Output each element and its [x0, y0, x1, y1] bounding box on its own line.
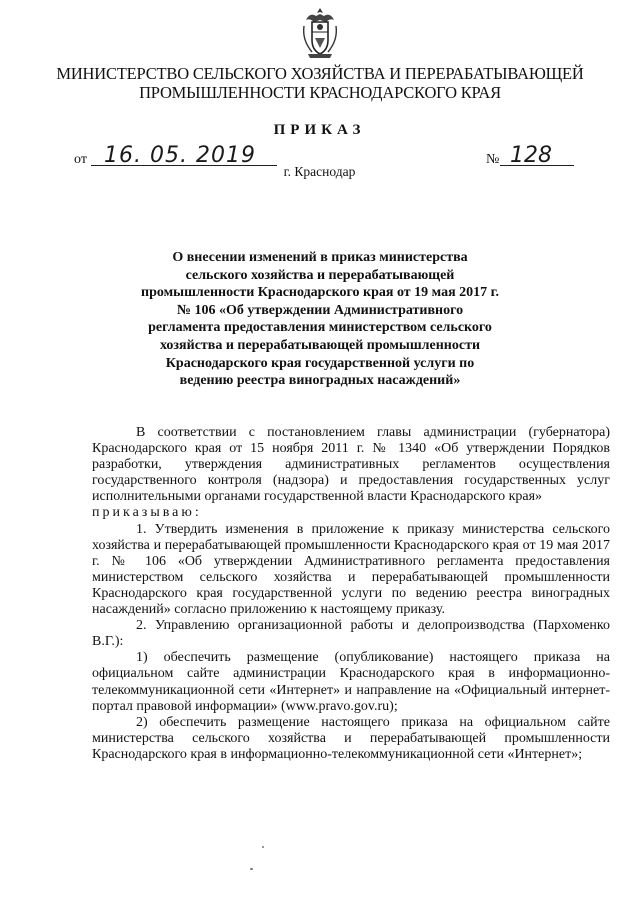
item-2-paragraph: 2. Управлению организационной работы и делопроизводства (Пархоменко В.Г.): [92, 618, 610, 650]
item-1-paragraph: 1. Утвердить изменения в приложение к приказу министерства сельского хозяйства и перерабатывающей промышленности Краснодарского края от 19 мая 2017 г. № 106 «Об утверждении Административного регламента предоставления министерством сельского хозяйства и перерабатывающей промышленности Краснодарского края государственной услуги по ведению реестра виноградных насаждений» согласно приложению к настоящему приказу. [92, 521, 610, 618]
item-2-1-paragraph: 1) обеспечить размещение (опубликование) настоящего приказа на официальном сайте администрации Краснодарского края в информационно-телекоммуникационной сети «Интернет» и направление на «Официальный интернет-портал правовой информации» (www.pravo.gov.ru); [92, 650, 610, 714]
document-body [92, 425, 610, 763]
document-title: О внесении изменений в приказ министерства сельского хозяйства и перерабатывающей промышленности Краснодарского края от 19 мая 2017 г. № 106 «Об утверждении Административного регламента предоставления министерством сельского хозяйства и перерабатывающей промышленности Краснодарского края государственной услуги по ведению реестра виноградных насаждений» [141, 250, 499, 389]
city-line: г. Краснодар [283, 164, 356, 179]
number-prefix: № [486, 152, 500, 167]
ministry-name: МИНИСТЕРСТВО СЕЛЬСКОГО ХОЗЯЙСТВА И ПЕРЕРАБАТЫВАЮЩЕЙ ПРОМЫШЛЕННОСТИ КРАСНОДАРСКОГО КРАЯ [56, 64, 584, 102]
date-prefix: от [74, 152, 87, 167]
scan-speck [262, 846, 264, 848]
coat-of-arms-emblem [300, 6, 340, 60]
item-2-2-paragraph: 2) обеспечить размещение настоящего приказа на официальном сайте министерства сельского хозяйства и перерабатывающей промышленности Краснодарского края в информационно-телекоммуникационной сети «Интернет»; [92, 714, 610, 762]
document-type-heading: ПРИКАЗ [273, 122, 366, 138]
intro-paragraph: В соответствии с постановлением главы администрации (губернатора) Краснодарского края от 15 ноября 2011 г. № 1340 «Об утверждении Порядков разработки, утверждения административных регламентов осуществления государственного контроля (надзора) и предоставления государственных услуг исполнительными органами государственной власти Краснодарского края» [92, 425, 610, 505]
prikazyvayu-word: приказываю: [92, 505, 202, 521]
scan-speck [250, 868, 253, 870]
handwritten-number: 128 [510, 143, 552, 168]
handwritten-date: 16. 05. 2019 [104, 143, 256, 168]
